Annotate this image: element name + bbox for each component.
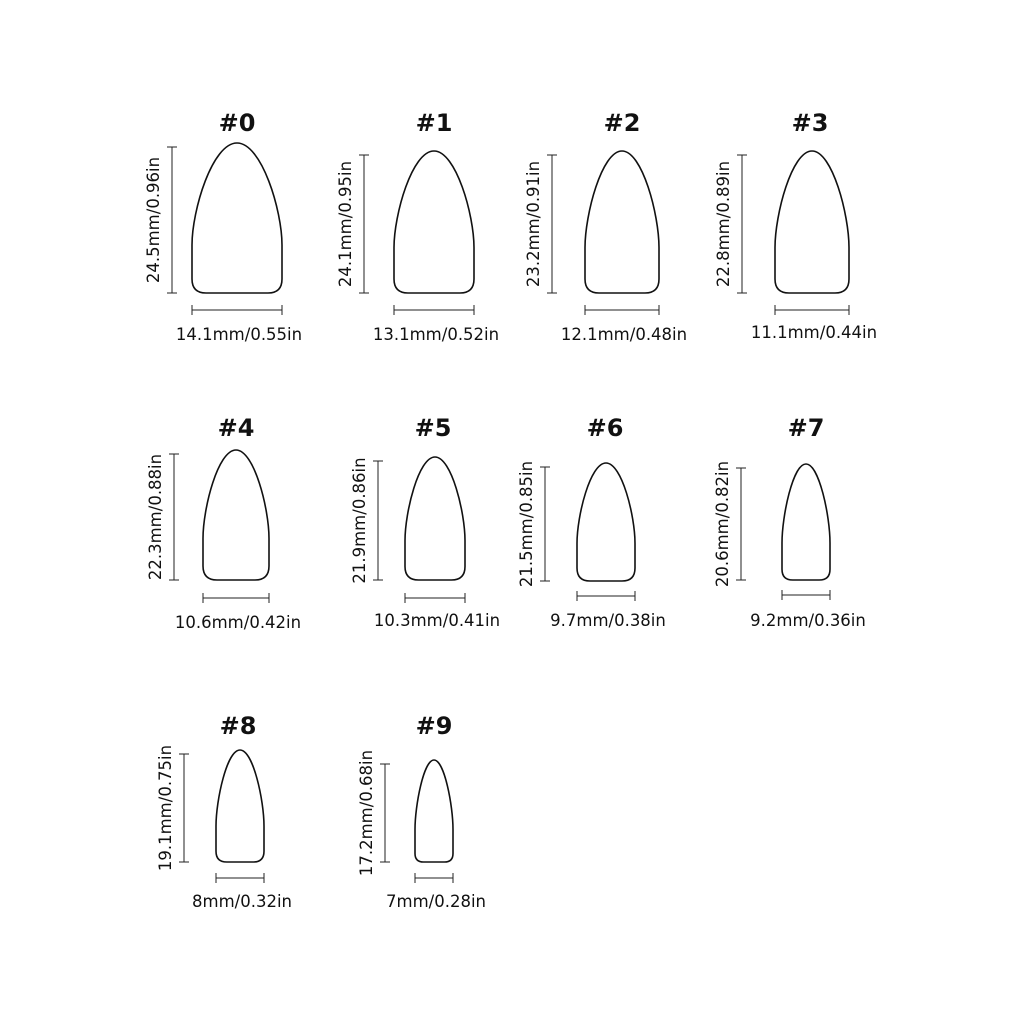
nail-group-6 bbox=[517, 414, 666, 630]
height-dimension-text: 20.6mm/0.82in bbox=[713, 460, 732, 588]
height-dimension-text: 21.9mm/0.86in bbox=[350, 457, 369, 584]
nail-shape bbox=[192, 143, 282, 293]
nail-group-4 bbox=[146, 414, 301, 632]
nail-size-label: #3 bbox=[791, 109, 829, 137]
width-dimension-text: 11.1mm/0.44in bbox=[750, 323, 878, 342]
nail-size-label: #2 bbox=[603, 109, 641, 137]
nail-size-label: #4 bbox=[217, 414, 255, 442]
nail-group-0 bbox=[144, 109, 302, 344]
width-dimension-text: 10.3mm/0.41in bbox=[373, 611, 501, 630]
nail-shape bbox=[585, 151, 659, 293]
nail-shape bbox=[216, 750, 264, 862]
height-dimension-text: 21.5mm/0.85in bbox=[517, 460, 536, 588]
nail-size-label: #8 bbox=[219, 712, 257, 740]
width-dimension-text: 10.6mm/0.42in bbox=[174, 613, 302, 632]
nail-group-8 bbox=[156, 712, 292, 911]
nail-size-label: #9 bbox=[415, 712, 453, 740]
nail-group-1 bbox=[336, 109, 499, 344]
width-dimension-text: 7mm/0.28in bbox=[386, 892, 486, 911]
width-dimension-text: 14.1mm/0.55in bbox=[175, 325, 303, 344]
width-dimension-text: 8mm/0.32in bbox=[192, 892, 292, 911]
width-dimension-text: 9.7mm/0.38in bbox=[550, 611, 666, 630]
width-dimension-text: 9.2mm/0.36in bbox=[750, 611, 866, 630]
height-dimension-text: 17.2mm/0.68in bbox=[357, 749, 376, 877]
nail-shape bbox=[394, 151, 474, 293]
nail-size-label: #6 bbox=[586, 414, 624, 442]
nail-size-label: #7 bbox=[787, 414, 825, 442]
nail-group-9 bbox=[357, 712, 486, 911]
height-dimension-text: 23.2mm/0.91in bbox=[524, 160, 543, 288]
nail-shape bbox=[782, 464, 830, 580]
height-dimension-text: 19.1mm/0.75in bbox=[156, 744, 175, 872]
nail-group-7 bbox=[713, 414, 866, 630]
nail-shape bbox=[405, 457, 465, 580]
width-dimension-text: 12.1mm/0.48in bbox=[560, 325, 688, 344]
nail-size-label: #0 bbox=[218, 109, 256, 137]
nail-shape bbox=[577, 463, 635, 581]
nail-size-label: #1 bbox=[415, 109, 453, 137]
height-dimension-text: 24.1mm/0.95in bbox=[336, 160, 355, 288]
nail-group-2 bbox=[524, 109, 687, 344]
nail-group-3 bbox=[714, 109, 877, 342]
nail-shape bbox=[203, 450, 269, 580]
height-dimension-text: 22.3mm/0.88in bbox=[146, 453, 165, 581]
nail-group-5 bbox=[350, 414, 500, 630]
nail-shape bbox=[415, 760, 453, 862]
width-dimension-text: 13.1mm/0.52in bbox=[372, 325, 500, 344]
height-dimension-text: 22.8mm/0.89in bbox=[714, 160, 733, 288]
nail-size-label: #5 bbox=[414, 414, 452, 442]
nail-shape bbox=[775, 151, 849, 293]
height-dimension-text: 24.5mm/0.96in bbox=[144, 156, 163, 284]
